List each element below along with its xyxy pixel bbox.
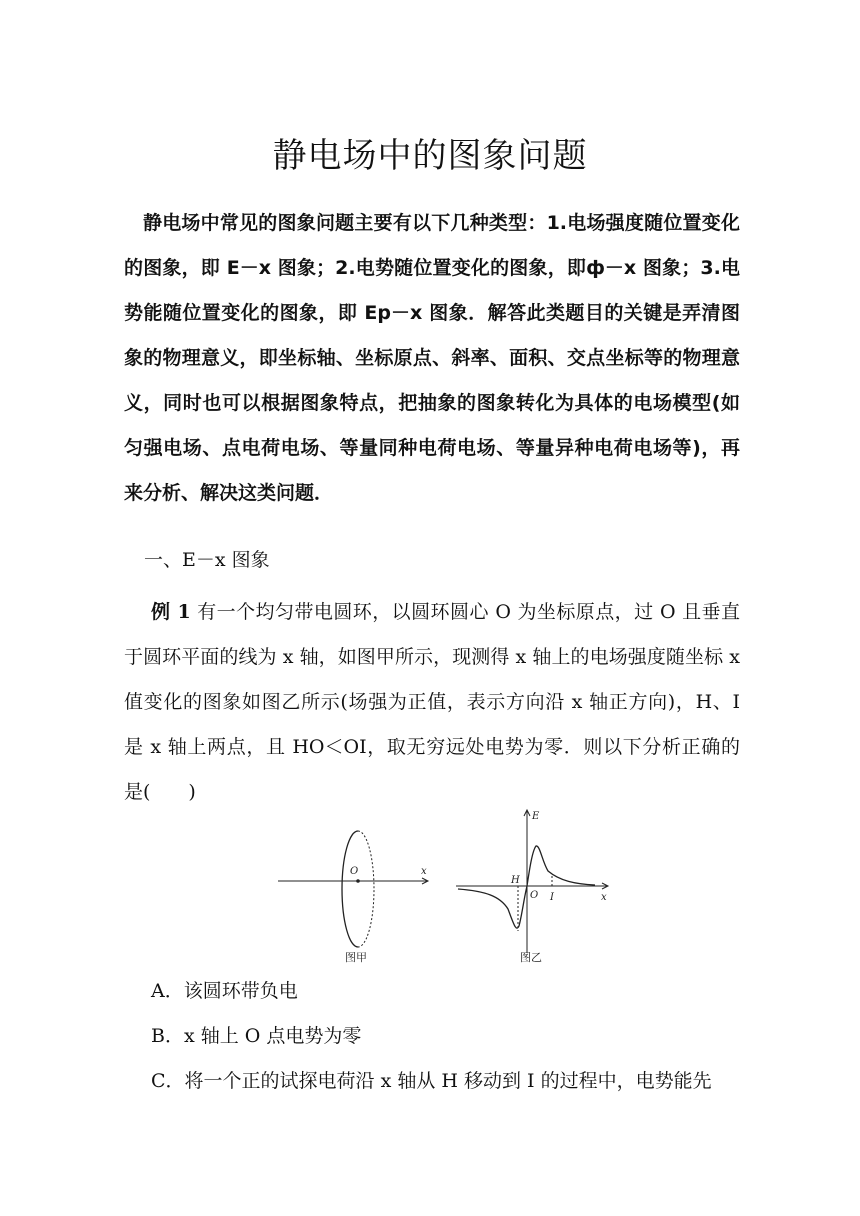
ring-axis-label: x: [421, 866, 427, 877]
graph-y-label: E: [532, 811, 540, 822]
example-label: 例 1: [151, 601, 191, 623]
intro-paragraph: 静电场中常见的图象问题主要有以下几种类型：1.电场强度随位置变化的图象，即 E－x 图象；2.电势随位置变化的图象，即ф－x 图象；3.电势能随位置变化的图象，即 Ep－x 图象．解答此类题目的关键是弄清图象的物理意义，即坐标轴、坐标原点、斜率、面积、交点坐标等的物理意义，同时也可以根据图象特点，把抽象的图象转化为具体的电场模型(如匀强电场、点电荷电场、等量同种电荷电场、等量异种电荷电场等)，再来分析、解决这类问题．: [124, 212, 740, 504]
ring-origin-label: O: [350, 866, 359, 877]
option-c: C．将一个正的试探电荷沿 x 轴从 H 移动到 I 的过程中，电势能先: [151, 1070, 712, 1092]
figure: [270, 803, 620, 968]
example-text: 有一个均匀带电圆环，以圆环圆心 O 为坐标原点，过 O 且垂直于圆环平面的线为 x 轴，如图甲所示，现测得 x 轴上的电场强度随坐标 x 值变化的图象如图乙所示(场强为正值，表示方向沿 x 轴正方向)，H、I 是 x 轴上两点，且 HO＜OI，取无穷远处电势为零．则以下分析正确的是( ): [124, 601, 740, 803]
example-paragraph: [124, 590, 740, 815]
figure-e-x-graph: [456, 810, 608, 964]
graph-o-label: O: [530, 890, 539, 901]
section-heading: 一、E－x 图象: [144, 549, 270, 571]
graph-i-label: I: [550, 892, 554, 903]
caption-jia: 图甲: [345, 951, 367, 964]
page-title: 静电场中的图象问题: [272, 136, 588, 176]
figure-ring: [278, 831, 428, 964]
graph-x-label: x: [601, 892, 607, 903]
option-a: A．该圆环带负电: [151, 980, 298, 1002]
option-b: B．x 轴上 O 点电势为零: [151, 1025, 362, 1047]
graph-h-label: H: [511, 875, 520, 886]
caption-yi: 图乙: [520, 951, 542, 964]
